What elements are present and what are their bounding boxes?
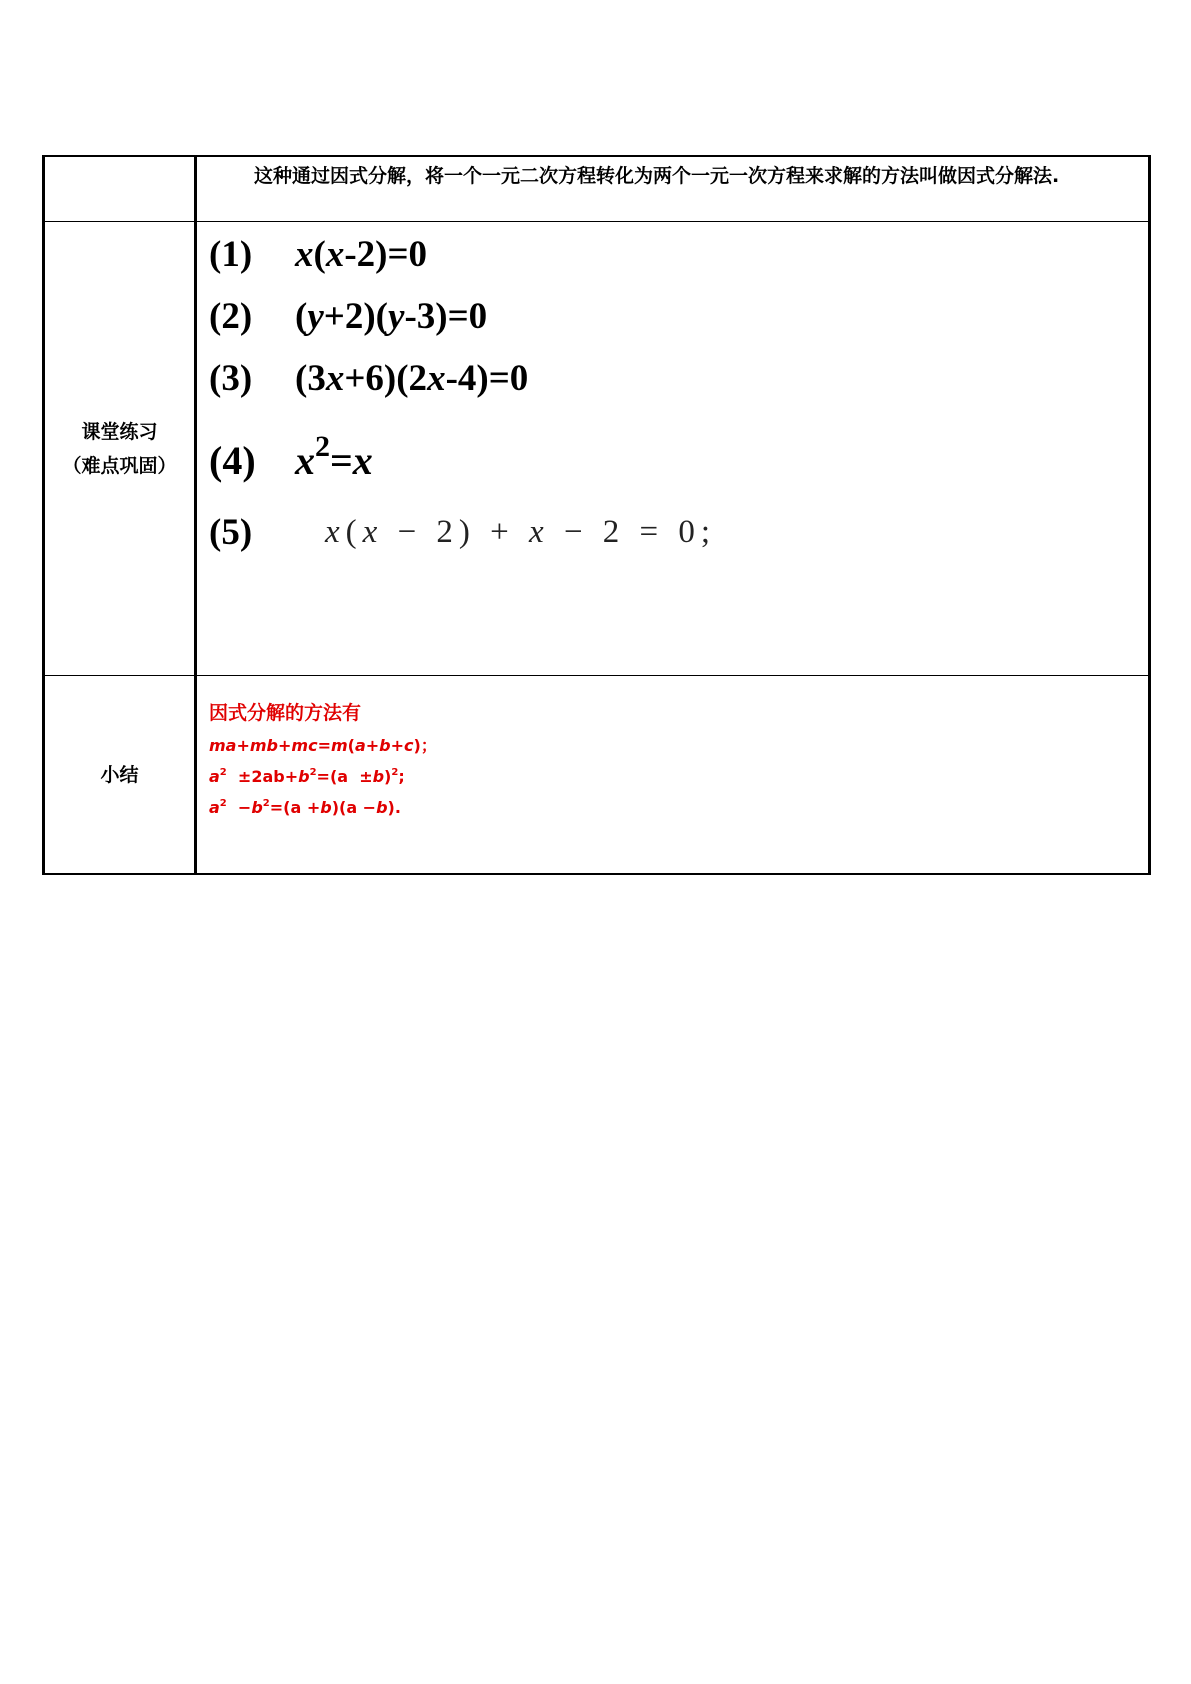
exercise-number: (4) <box>209 437 256 483</box>
exercise-cell <box>196 222 1150 676</box>
exercise-item <box>209 430 373 490</box>
exercise-equation: x(x-2)=0 <box>295 233 428 275</box>
exercise-number: (5) <box>209 511 253 553</box>
exercise-item <box>209 502 716 562</box>
exercise-list <box>197 222 1148 675</box>
exercise-equation: x(x − 2) + x − 2 = 0; <box>325 513 717 550</box>
exercise-item <box>209 348 528 408</box>
summary-label-cell <box>44 676 196 875</box>
exercise-item <box>209 286 487 346</box>
table-row-summary <box>44 676 1150 875</box>
practice-label: 课堂练习 <box>81 420 158 443</box>
exercise-equation: (y+2)(y-3)=0 <box>295 295 488 337</box>
summary-label: 小结 <box>100 763 139 786</box>
empty-label-cell <box>44 156 196 222</box>
practice-sublabel: （难点巩固） <box>62 454 177 477</box>
lesson-table <box>42 155 1151 875</box>
practice-label-cell <box>44 222 196 676</box>
intro-text: 这种通过因式分解，将一个一元二次方程转化为两个一元一次方程来求解的方法叫做因式分解法. <box>254 165 1060 187</box>
table-row-practice <box>44 222 1150 676</box>
summary-title: 因式分解的方法有 <box>209 702 362 724</box>
summary-content <box>197 676 1148 823</box>
exercise-number: (3) <box>209 357 253 399</box>
summary-cell <box>196 676 1150 875</box>
table-row-intro <box>44 156 1150 222</box>
exercise-number: (1) <box>209 233 253 275</box>
summary-formula: $a^2 \pm 2ab+b^2=(a \pm b)^2$; <box>209 767 405 786</box>
exercise-equation: $x^2=x$ <box>295 429 373 483</box>
exercise-number: (2) <box>209 295 253 337</box>
summary-formula: $a^2 -b^2=(a +b)(a -b)$. <box>209 798 401 817</box>
summary-formula: ma+mb+mc=m(a+b+c)； <box>209 736 437 755</box>
exercise-equation: (3x+6)(2x-4)=0 <box>295 357 529 399</box>
intro-cell <box>196 156 1150 222</box>
exercise-item <box>209 224 427 284</box>
